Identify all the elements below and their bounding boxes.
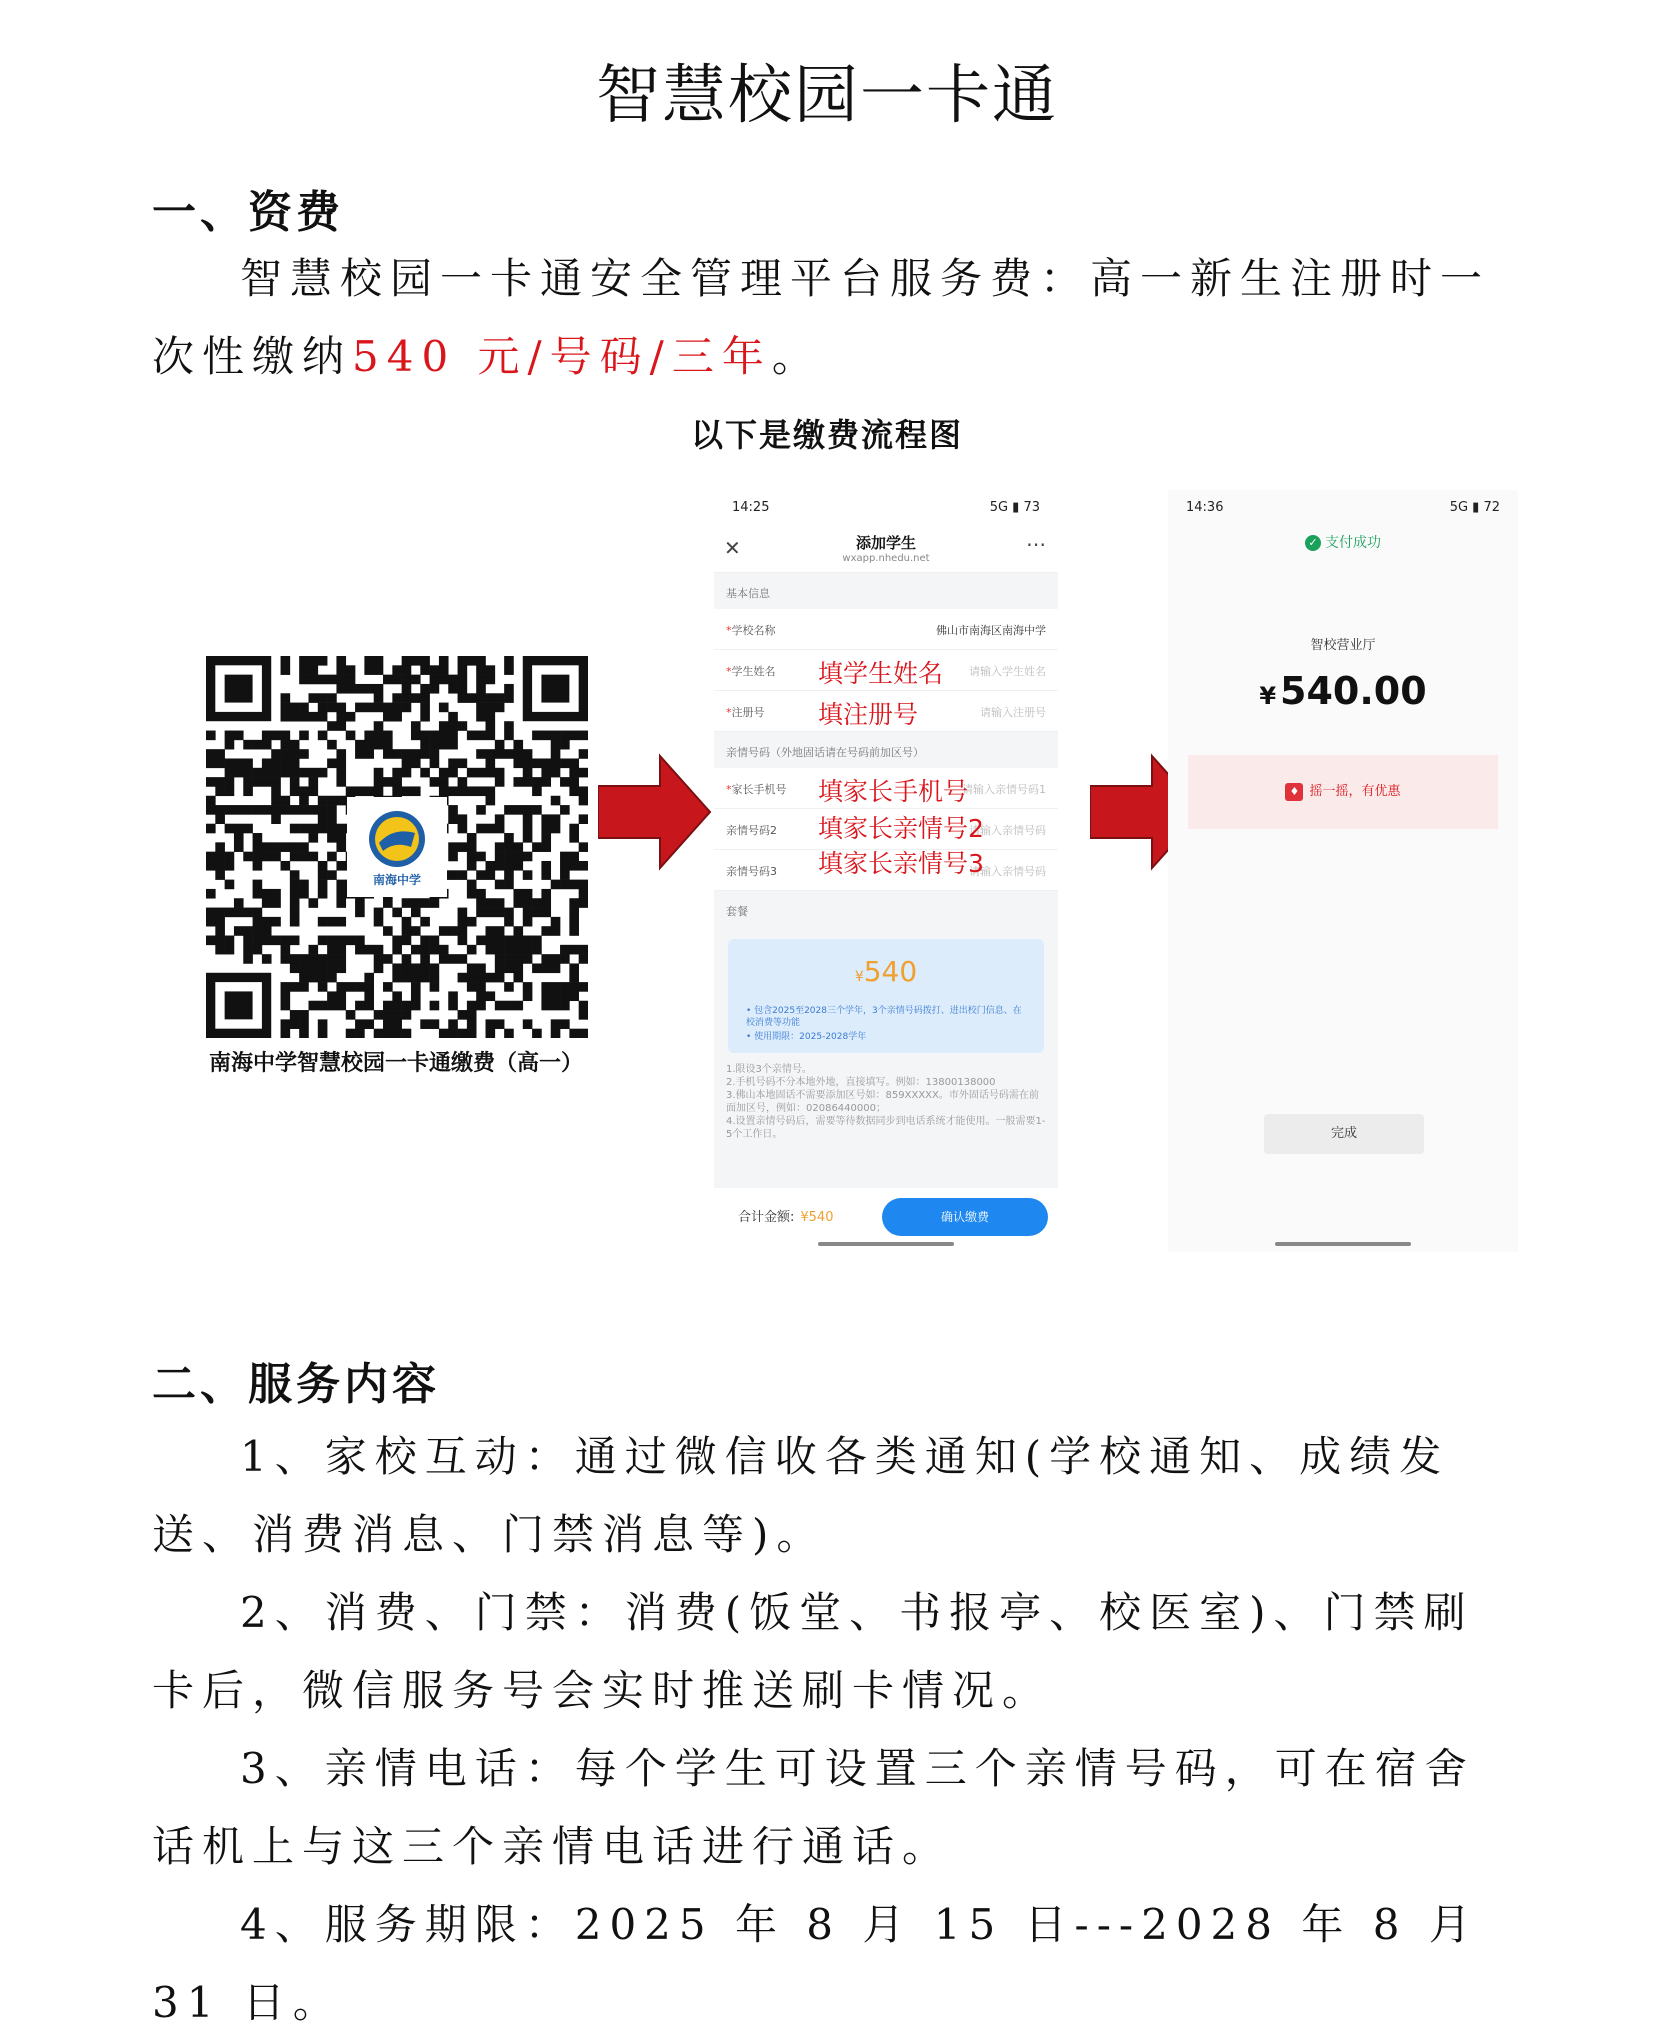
section-package: 套餐 xyxy=(726,905,748,918)
family-number-3-label: 亲情号码3 xyxy=(726,865,777,878)
student-name-label: 学生姓名 xyxy=(731,665,776,678)
school-logo-text: 南海中学 xyxy=(372,873,421,887)
package-card[interactable] xyxy=(728,939,1044,1053)
payment-qr-code[interactable] xyxy=(206,656,588,1038)
annotation-registration: 填注册号 xyxy=(818,700,919,729)
package-bullet: • 包含2025至2028三个学年，3个亲情号码拨打、进出校门信息、在校消费等功能 xyxy=(746,1006,1022,1028)
family-number-3-input[interactable]: 请输入亲情号码 xyxy=(969,865,1046,878)
school-row: *学校名称 佛山市南海区南海中学 xyxy=(714,609,1058,650)
home-indicator xyxy=(1275,1242,1411,1246)
close-icon[interactable]: ✕ xyxy=(724,536,741,560)
page-url: wxapp.nhedu.net xyxy=(842,553,930,564)
section-family-numbers: 亲情号码（外地固话请在号码前加区号） xyxy=(726,746,924,759)
annotation-student-name: 填学生姓名 xyxy=(818,659,944,688)
page-title: 添加学生 xyxy=(855,534,916,552)
qr-caption: 南海中学智慧校园一卡通缴费（高一） xyxy=(208,1051,583,1076)
registration-row[interactable]: *注册号 请输入注册号 填注册号 xyxy=(714,691,1058,732)
registration-label: 注册号 xyxy=(731,706,765,719)
check-icon: ✓ xyxy=(1305,535,1321,551)
package-price: ¥540 xyxy=(854,955,918,988)
fees-paragraph xyxy=(152,240,1512,396)
payment-success-banner xyxy=(1168,532,1518,552)
service-item-4: 4、服务期限：2025 年 8 月 15 日---2028 年 8 月 31 日。 xyxy=(152,1900,1479,2027)
status-bar xyxy=(1168,490,1518,526)
section-basic-info: 基本信息 xyxy=(726,587,770,600)
status-bar xyxy=(714,490,1058,526)
status-indicators: 5G ▮ 72 xyxy=(1449,500,1500,515)
section-services-heading: 二、服务内容 xyxy=(152,1359,440,1410)
school-value: 佛山市南海区南海中学 xyxy=(936,624,1046,637)
status-time: 14:25 xyxy=(732,500,770,515)
registration-input[interactable]: 请输入注册号 xyxy=(980,706,1046,719)
home-indicator xyxy=(818,1242,954,1246)
promo-banner[interactable] xyxy=(1188,755,1498,829)
family-number-2-input[interactable]: 请输入亲情号码 xyxy=(969,824,1046,837)
package-bullet: • 使用期限：2025-2028学年 xyxy=(746,1032,867,1042)
school-label: 学校名称 xyxy=(731,624,776,637)
parent-phone-row[interactable]: *家长手机号 请输入亲情号码1 填家长手机号 xyxy=(714,768,1058,809)
success-text: 支付成功 xyxy=(1325,535,1381,551)
annotation-parent-phone: 填家长手机号 xyxy=(818,777,969,806)
section-fees-heading: 一、资费 xyxy=(152,187,344,238)
student-name-row[interactable]: *学生姓名 请输入学生姓名 填学生姓名 xyxy=(714,650,1058,691)
paid-amount: ¥ 540.00 xyxy=(1259,669,1427,713)
fees-text-end: 。 xyxy=(771,332,822,381)
done-button[interactable]: 完成 xyxy=(1264,1114,1424,1154)
nav-bar xyxy=(714,526,1058,573)
merchant-name: 智校营业厅 xyxy=(1310,638,1376,653)
fees-text: 智慧校园一卡通安全管理平台服务费：高一新生注册时一次性缴纳 xyxy=(152,254,1491,381)
add-student-screenshot xyxy=(714,490,1058,1252)
total-amount: 合计金额: ¥540 xyxy=(738,1210,834,1225)
parent-phone-input[interactable]: 请输入亲情号码1 xyxy=(962,783,1046,796)
parent-phone-label: 家长手机号 xyxy=(731,783,787,796)
form-notes: 1.限设3个亲情号。 2.手机号码不分本地外地，直接填写。例如：13800138000 3.佛山本地固话不需要添加区号如：859XXXXX。市外固话号码需在前面加区号，例如：02086440000； 4.设置亲情号码后，需要等待数据同步到电话系统才能使用。一般需要1-5个工作日。 xyxy=(726,1064,1046,1140)
flow-caption: 以下是缴费流程图 xyxy=(690,416,963,454)
service-item-2: 2、消费、门禁：消费(饭堂、书报亭、校医室)、门禁刷卡后，微信服务号会实时推送刷卡情况。 xyxy=(152,1588,1474,1715)
service-item-3: 3、亲情电话：每个学生可设置三个亲情号码，可在宿舍话机上与这三个亲情电话进行通话。 xyxy=(152,1744,1475,1871)
arrow-right-icon xyxy=(598,752,718,872)
school-logo xyxy=(347,797,447,897)
gift-icon: ♦ xyxy=(1285,783,1303,801)
annotation-family-2: 填家长亲情号2 xyxy=(818,814,984,843)
service-item-1: 1、家校互动：通过微信收各类通知(学校通知、成绩发送、消费消息、门禁消息等)。 xyxy=(152,1432,1450,1559)
status-time: 14:36 xyxy=(1186,500,1224,515)
student-name-input[interactable]: 请输入学生姓名 xyxy=(969,665,1046,678)
fees-price-highlight: 540 元/号码/三年 xyxy=(352,332,772,381)
family-number-2-label: 亲情号码2 xyxy=(726,824,777,837)
annotation-family-3: 填家长亲情号3 xyxy=(818,849,984,878)
document-title: 智慧校园一卡通 xyxy=(596,59,1058,133)
promo-text: 摇一摇，有优惠 xyxy=(1309,784,1401,799)
status-indicators: 5G ▮ 73 xyxy=(989,500,1040,515)
more-icon[interactable]: ⋯ xyxy=(1026,532,1046,556)
payment-success-screenshot xyxy=(1168,490,1518,1252)
family-number-3-row[interactable] xyxy=(714,850,1058,891)
confirm-payment-button[interactable]: 确认缴费 xyxy=(882,1198,1048,1236)
